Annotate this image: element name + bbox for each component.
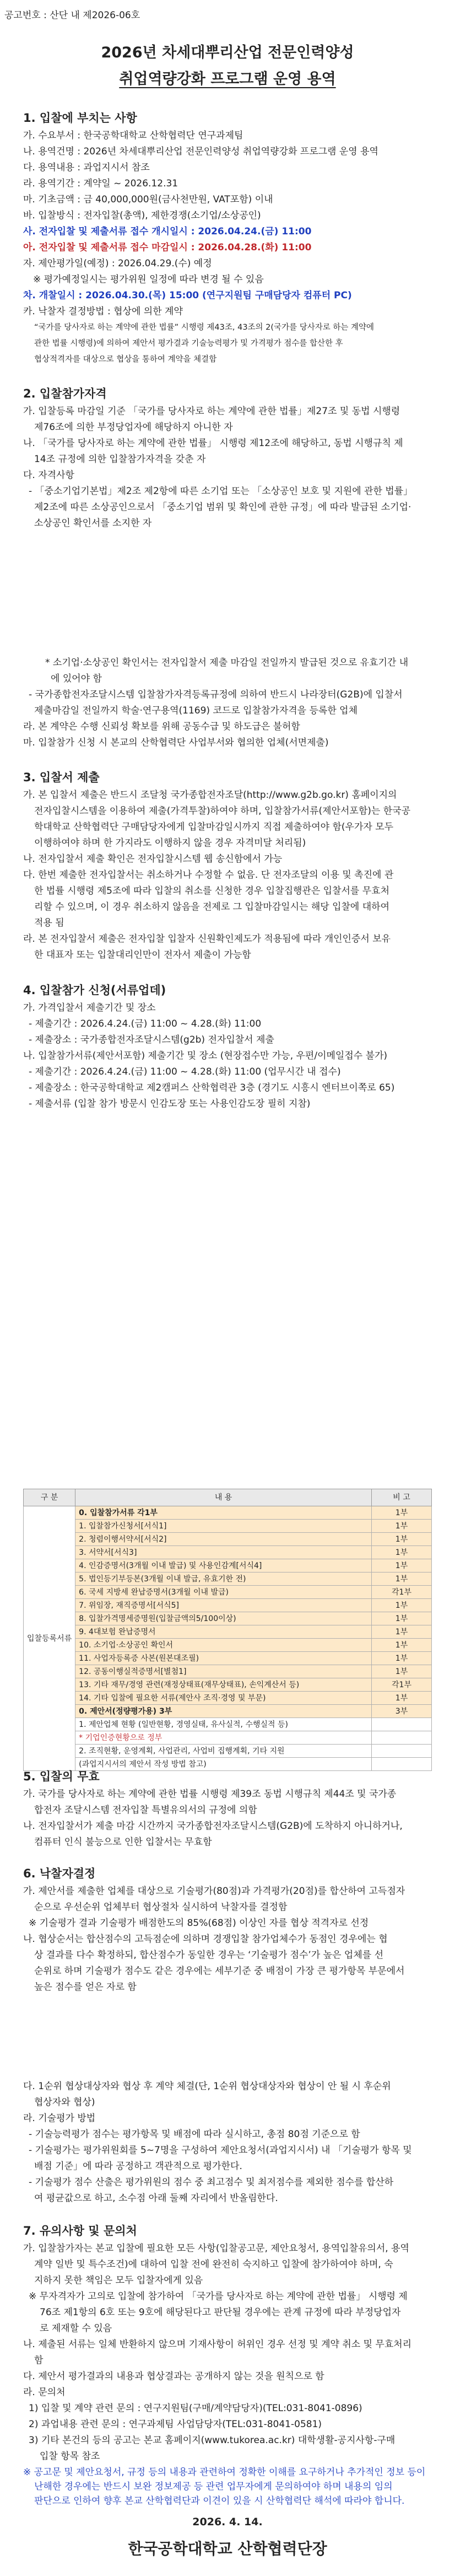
s1-line: 카. 낙찰자 결정방법 : 협상에 의한 계약 xyxy=(23,306,183,317)
s3-line: 전자입찰시스템을 이용하여 제출(가격투찰)하여야 하며, 입찰참가서류(제안서포함)는 한국공 xyxy=(34,806,410,817)
s3-line: 한 대표자 또는 입찰대리인만이 전자서 제출이 가능함 xyxy=(34,949,251,960)
s1-close-datetime: 아. 전자입찰 및 제출서류 접수 마감일시 : 2026.04.28.(화) 11:00 xyxy=(23,242,312,253)
s6-line: ※ 기술평가 결과 기술평가 배점한도의 85%(68점) 이상인 자를 협상 적격자로 선정 xyxy=(29,1918,369,1929)
s1-bid-opening: 차. 개찰일시 : 2026.04.30.(목) 15:00 (연구지원팀 구매담당자 컴퓨터 PC) xyxy=(23,290,352,301)
row-note: 1부 xyxy=(372,1506,432,1520)
row-content: 8. 입찰가격명세증명원(입찰금액의5/100이상) xyxy=(75,1612,372,1625)
s3-line: 다. 한번 제출한 전자입찰서는 취소하거나 수정할 수 없음. 단 전자조달의 이용 및 촉진에 관 xyxy=(23,870,394,881)
s1-open-datetime: 사. 전자입찰 및 제출서류 접수 개시일시 : 2026.04.24.(금) 11:00 xyxy=(23,226,312,237)
table-row xyxy=(24,1652,432,1665)
s3-line: 이행하여야 하며 한 가지라도 이행하지 않을 경우 자격미달 처리됨) xyxy=(34,838,306,849)
s2-line: 에 있어야 함 xyxy=(51,673,102,684)
row-note: 1부 xyxy=(372,1599,432,1612)
s5-line: 나. 전자입찰서가 제출 마감 시간까지 국가종합전자조달시스템(G2B)에 도착하지 아니하거나, xyxy=(23,1821,403,1832)
s2-line: 제2조에 따른 소상공인으로서 「중소기업 범위 및 확인에 관한 규정」에 따라 발급된 소기업· xyxy=(34,502,411,513)
s1-line: 바. 입찰방식 : 전자입찰(총액), 제한경쟁(소기업/소상공인) xyxy=(23,210,261,221)
row-category: 입찰등록서류 xyxy=(24,1506,75,1771)
row-note xyxy=(372,1731,432,1745)
s4-line: - 제출기간 : 2026.4.24.(금) 11:00 ~ 4.28.(화) 11:00 xyxy=(29,1018,262,1029)
table-row xyxy=(24,1546,432,1559)
row-note: 1부 xyxy=(372,1639,432,1652)
table-header-row xyxy=(24,1489,432,1506)
s6-line: 가. 제안서를 제출한 업체를 대상으로 기술평가(80점)과 가격평가(20점)를 합산하여 고득점자 xyxy=(23,1886,405,1897)
table-row xyxy=(24,1559,432,1573)
issuer-signature: 한국공학대학교 산학협력단장 xyxy=(128,2540,327,2558)
row-content: * 기업인증현황으로 정부 xyxy=(75,1731,372,1745)
row-content: 6. 국세 지방세 완납증명서(3개월 이내 발급) xyxy=(75,1586,372,1599)
s1-line: ※ 평가예정일시는 평가위원 일정에 따라 변경 될 수 있음 xyxy=(33,274,264,285)
s4-line: - 제출기간 : 2026.4.24.(금) 11:00 ~ 4.28.(화) 11:00 (업무시간 내 접수) xyxy=(29,1066,341,1077)
s6-line: 나. 협상순서는 합산점수의 고득점순에 의하며 경쟁입찰 참가업체수가 동점인 경우에는 협 xyxy=(23,1934,388,1945)
row-content: 5. 법인등기부등본(3개월 이내 발급, 유효기한 전) xyxy=(75,1573,372,1586)
row-content: 13. 기타 재무/경영 관련(재정상태표(재무상태표), 손익계산서 등) xyxy=(75,1678,372,1692)
table-row xyxy=(24,1573,432,1586)
row-content: 2. 조직현황, 운영계획, 사업관리, 사업비 집행계획, 기타 지원 xyxy=(75,1745,372,1758)
notice-date: 2026. 4. 14. xyxy=(192,2516,263,2528)
s4-line: - 제출장소 : 한국공학대학교 제2캠퍼스 산학협력관 3층 (경기도 시흥시 엔터브이쪽로 65) xyxy=(29,1082,395,1093)
row-note: 1부 xyxy=(372,1692,432,1705)
s7-notice-line: 난해한 경우에는 반드시 보완 정보제공 등 관련 업무자에게 문의하여야 하며 내용의 임의 xyxy=(34,2481,393,2492)
s6-line: 여 평균값으로 하고, 소수점 아래 둘째 자리에서 반올림한다. xyxy=(34,2193,278,2204)
s1-line: 관한 법률 시행령)에 의하여 제안서 평가결과 기술능력평가 및 가격평가 점수를 합산한 후 xyxy=(34,339,343,348)
s1-line: 자. 제안평가일(예정) : 2026.04.29.(수) 예정 xyxy=(23,258,212,269)
table-row xyxy=(24,1665,432,1678)
row-content: 12. 공동이행실적증명서[별첨1] xyxy=(75,1665,372,1678)
table-row xyxy=(24,1705,432,1718)
row-note: 1부 xyxy=(372,1559,432,1573)
section-6-heading: 6. 낙찰자결정 xyxy=(23,1867,96,1880)
s6-line: 배점 기준」에 따라 공정하고 객관적으로 평가한다. xyxy=(34,2161,242,2172)
s2-line: 가. 입찰등록 마감일 기준 「국가를 당사자로 하는 계약에 관한 법률」제27조 및 동법 시행령 xyxy=(23,406,400,417)
s7-line: 지하지 못한 책임은 모두 입찰자에게 있음 xyxy=(34,2275,203,2286)
row-content: 1. 제안업체 현황 (일반현황, 경영실태, 유사실적, 수행실적 등) xyxy=(75,1718,372,1731)
s6-line: 순위로 하며 기술평가 점수도 같은 경우에는 세부기준 중 배점이 가장 큰 평가항목 부문에서 xyxy=(34,1966,405,1977)
table-row xyxy=(24,1718,432,1731)
row-content: 2. 청렴이행서약서[서식2] xyxy=(75,1533,372,1546)
table-row xyxy=(24,1533,432,1546)
row-content: 0. 입찰참가서류 각1부 xyxy=(75,1506,372,1520)
s1-line: 나. 용역건명 : 2026년 차세대뿌리산업 전문인력양성 취업역량강화 프로그램 운영 용역 xyxy=(23,146,378,157)
table-row xyxy=(24,1506,432,1520)
s4-line: 나. 입찰참가서류(제안서포함) 제출기간 및 장소 (현장접수만 가능, 우편/이메일접수 불가) xyxy=(23,1050,388,1061)
row-note: 1부 xyxy=(372,1520,432,1533)
s1-line: 라. 용역기간 : 계약일 ~ 2026.12.31 xyxy=(23,178,178,189)
s6-line: 다. 1순위 협상대상자와 협상 후 계약 체결(단, 1순위 협상대상자와 협상이 안 될 시 후순위 xyxy=(23,2081,391,2092)
section-4-heading: 4. 입찰참가 신청(서류업데) xyxy=(23,984,166,997)
s7-line: 2) 과업내용 관련 문의 : 연구과제팀 사업담당자(TEL:031-8041-0581) xyxy=(29,2419,322,2430)
table-row xyxy=(24,1745,432,1758)
s6-line: 라. 기술평가 방법 xyxy=(23,2113,96,2124)
section-3-heading: 3. 입찰서 제출 xyxy=(23,771,100,784)
s1-line: “국가를 당사자로 하는 계약에 관한 법률” 시행령 제43조, 43조의 2(국가를 당사자로 하는 계약에 xyxy=(34,323,374,332)
row-note: 1부 xyxy=(372,1533,432,1546)
row-note: 1부 xyxy=(372,1625,432,1639)
section-7-heading: 7. 유의사항 및 문의처 xyxy=(23,2224,137,2237)
s2-line: 나. 「국가를 당사자로 하는 계약에 관한 법률」 시행령 제12조에 해당하고, 동법 시행규칙 제 xyxy=(23,438,403,449)
page-subtitle: 취업역량강화 프로그램 운영 용역 xyxy=(119,71,336,88)
s7-line: 76조 제1항의 6호 또는 9호에 해당된다고 판단될 경우에는 관계 규정에 따라 부정당업자 xyxy=(40,2307,401,2318)
table-row xyxy=(24,1731,432,1745)
row-note: 1부 xyxy=(372,1573,432,1586)
table-row xyxy=(24,1678,432,1692)
section-2-heading: 2. 입찰참가자격 xyxy=(23,387,107,400)
s7-line: 계약 일반 및 특수조건)에 대하여 입찰 전에 완전히 숙지하고 입찰에 참가하여야 하며, 숙 xyxy=(34,2259,393,2270)
s2-line: - 「중소기업기본법」제2조 제2항에 따른 소기업 또는 「소상공인 보호 및 지원에 관한 법률」 xyxy=(29,486,413,497)
col-header-content: 내 용 xyxy=(75,1489,372,1506)
row-note: 1부 xyxy=(372,1652,432,1665)
s7-notice-line: ※ 공고문 및 제안요청서, 규정 등의 내용과 관련하여 정확한 이해를 요구하거나 추가적인 정보 등이 xyxy=(23,2467,426,2478)
row-content: 4. 인감증명서(3개월 이내 발급) 및 사용인감계[서식4] xyxy=(75,1559,372,1573)
s1-line: 협상적격자를 대상으로 협상을 통하여 계약을 체결함 xyxy=(34,355,217,364)
s2-line: 마. 입찰참가 신청 시 본교의 산학협력단 사업부서와 협의한 업체(서면제출) xyxy=(23,737,329,748)
s5-line: 합전자 조달시스템 전자입찰 특별유의서의 규정에 의함 xyxy=(34,1805,257,1816)
section-5-heading: 5. 입찰의 무효 xyxy=(23,1770,100,1783)
s5-line: 가. 국가를 당사자로 하는 계약에 관한 법률 시행령 제39조 동법 시행규칙 제44조 및 국가종 xyxy=(23,1789,397,1800)
s4-line: - 제출장소 : 국가종합전자조달시스템(g2b) 전자입찰서 제출 xyxy=(29,1034,274,1045)
table-row xyxy=(24,1625,432,1639)
s7-line: 1) 입찰 및 계약 관련 문의 : 연구지원팀(구매/계약담당자)(TEL:031-8041-0896) xyxy=(29,2403,362,2414)
s4-line: - 제출서류 (입찰 참가 방문시 인감도장 또는 사용인감도장 필히 지참) xyxy=(29,1098,311,1109)
s1-line: 마. 기초금액 : 금 40,000,000원(금사천만원, VAT포함) 이내 xyxy=(23,194,273,205)
s2-line: 제출마감일 전일까지 학술·연구용역(1169) 코드로 입찰참가자격을 등록한 업체 xyxy=(34,705,358,716)
s2-line: 다. 자격사항 xyxy=(23,470,74,481)
row-note: 각1부 xyxy=(372,1678,432,1692)
table-row xyxy=(24,1639,432,1652)
s2-line: 14조 규정에 의한 입찰참가자격을 갖춘 자 xyxy=(34,454,206,465)
s2-line: * 소기업·소상공인 확인서는 전자입찰서 제출 마감일 전일까지 발급된 것으로 유효기간 내 xyxy=(45,657,409,668)
s6-line: - 기술평가는 평가위원회를 5~7명을 구성하여 제안요청서(과업지시서) 내 「기술평가 항목 및 xyxy=(29,2145,412,2156)
row-content: 7. 위임장, 재직증명서[서식5] xyxy=(75,1599,372,1612)
s3-line: 라. 본 전자입찰서 제출은 전자입찰 입찰자 신원확인제도가 적용됨에 따라 개인인증서 보유 xyxy=(23,933,391,944)
row-content: 0. 제안서(정량평가용) 3부 xyxy=(75,1705,372,1718)
s2-line: 제76조에 의한 부정당업자에 해당하지 아니한 자 xyxy=(34,422,233,433)
row-note: 각1부 xyxy=(372,1586,432,1599)
s7-line: 라. 문의처 xyxy=(23,2387,66,2398)
s3-line: 한 법률 시행령 제5조에 따라 입찰의 취소를 신청한 경우 입찰집행관은 입찰서를 무효처 xyxy=(34,886,390,897)
row-note: 3부 xyxy=(372,1705,432,1718)
s3-line: 학대학교 산학협력단 구매담당자에게 입찰마감일시까지 직접 제출하여야 함(우가자 모두 xyxy=(34,822,394,833)
s7-line: 로 제재할 수 있음 xyxy=(40,2323,112,2334)
col-header-category: 구 분 xyxy=(24,1489,75,1506)
row-note xyxy=(372,1758,432,1771)
row-content: (과업지시서의 제안서 작성 방법 참고) xyxy=(75,1758,372,1771)
s7-line: 입찰 항목 참조 xyxy=(40,2451,100,2462)
s7-line: 3) 기타 본건의 등의 공고는 본교 홈페이지(www.tukorea.ac.kr) 대학생활-공지사항-구매 xyxy=(29,2435,396,2446)
table-row xyxy=(24,1692,432,1705)
table-row xyxy=(24,1612,432,1625)
s6-line: - 기술능력평가 점수는 평가항목 및 배점에 따라 실시하고, 총점 80점 기준으로 함 xyxy=(29,2129,360,2140)
row-note xyxy=(372,1718,432,1731)
s3-line: 나. 전자입찰서 제출 확인은 전자입찰시스템 웹 송신함에서 가능 xyxy=(23,854,283,865)
row-content: 3. 서약서[서식3] xyxy=(75,1546,372,1559)
s7-line: 함 xyxy=(34,2355,44,2366)
page-title: 2026년 차세대뿌리산업 전문인력양성 xyxy=(101,44,354,61)
s1-line: 다. 용역내용 : 과업지시서 참조 xyxy=(23,162,150,173)
row-content: 9. 4대보험 완납증명서 xyxy=(75,1625,372,1639)
s6-line: 상 결과를 다수 확정하되, 합산점수가 동일한 경우는 ‘기술평가 점수’가 높은 업체를 선 xyxy=(34,1950,384,1961)
row-note: 1부 xyxy=(372,1612,432,1625)
notice-number: 공고번호 : 산단 내 제2026-06호 xyxy=(4,10,140,21)
row-note xyxy=(372,1745,432,1758)
row-note: 1부 xyxy=(372,1546,432,1559)
table-row xyxy=(24,1586,432,1599)
s6-line: 높은 점수를 얻은 자로 함 xyxy=(34,1982,137,1993)
s6-line: 협상자와 협상) xyxy=(34,2097,95,2108)
s6-line: - 기술평가 점수 산출은 평가위원의 점수 중 최고점수 및 최저점수를 제외한 점수를 합산하 xyxy=(29,2177,394,2188)
s7-line: 나. 제출된 서류는 일체 반환하지 않으며 기재사항이 허위인 경우 선정 및 계약 취소 및 무효처리 xyxy=(23,2339,412,2350)
s3-line: 리할 수 있으며, 이 경우 취소하지 않음을 전제로 그 입찰마감일시는 해당 입찰에 대하여 xyxy=(34,901,390,913)
s7-line: 가. 입찰참가자는 본교 입찰에 필요한 모든 사항(입찰공고문, 제안요청서, 용역입찰유의서, 용역 xyxy=(23,2243,409,2254)
s2-line: 라. 본 계약은 수행 신뢰성 확보를 위해 공동수급 및 하도급은 불허함 xyxy=(23,721,300,732)
s6-line: 순으로 우선순위 업체부터 협상절차 실시하여 낙찰자를 결정함 xyxy=(34,1902,288,1913)
required-documents-table xyxy=(23,1489,432,1771)
section-1-heading: 1. 입찰에 부치는 사항 xyxy=(23,111,137,125)
s3-line: 적용 됨 xyxy=(34,917,64,929)
table-row xyxy=(24,1520,432,1533)
s4-line: 가. 가격입찰서 제출기간 및 장소 xyxy=(23,1002,156,1013)
row-content: 14. 기타 입찰에 필요한 서류(제안사 조직·경영 및 부문) xyxy=(75,1692,372,1705)
s3-line: 가. 본 입찰서 제출은 반드시 조달청 국가종합전자조달(http://www.g2b.go.kr) 홈페이지의 xyxy=(23,790,397,801)
s1-line: 가. 수요부서 : 한국공학대학교 산학협력단 연구과제팀 xyxy=(23,130,243,141)
row-content: 11. 사업자등록증 사본(원본대조필) xyxy=(75,1652,372,1665)
s2-line: - 국가종합전자조달시스템 입찰참가자격등록규정에 의하여 반드시 나라장터(G2B)에 입찰서 xyxy=(29,689,403,700)
s7-notice-line: 판단으로 인하여 향후 본교 산학협력단과 이견이 있을 시 산학협력단 해석에 따라야 합니다. xyxy=(34,2496,405,2507)
s2-line: 소상공인 확인서를 소지한 자 xyxy=(34,518,152,529)
row-content: 1. 입찰참가신청서[서식1] xyxy=(75,1520,372,1533)
row-note: 1부 xyxy=(372,1665,432,1678)
s7-line: 다. 제안서 평가결과의 내용과 협상결과는 공개하지 않는 것을 원칙으로 함 xyxy=(23,2371,324,2382)
row-content: 10. 소기업·소상공인 확인서 xyxy=(75,1639,372,1652)
s5-line: 컴퓨터 인식 불능으로 인한 입찰서는 무효함 xyxy=(34,1837,212,1848)
s7-line: ※ 무자격자가 고의로 입찰에 참가하여 「국가를 당사자로 하는 계약에 관한 법률」 시행령 제 xyxy=(29,2291,408,2302)
col-header-note: 비 고 xyxy=(372,1489,432,1506)
table-row xyxy=(24,1599,432,1612)
